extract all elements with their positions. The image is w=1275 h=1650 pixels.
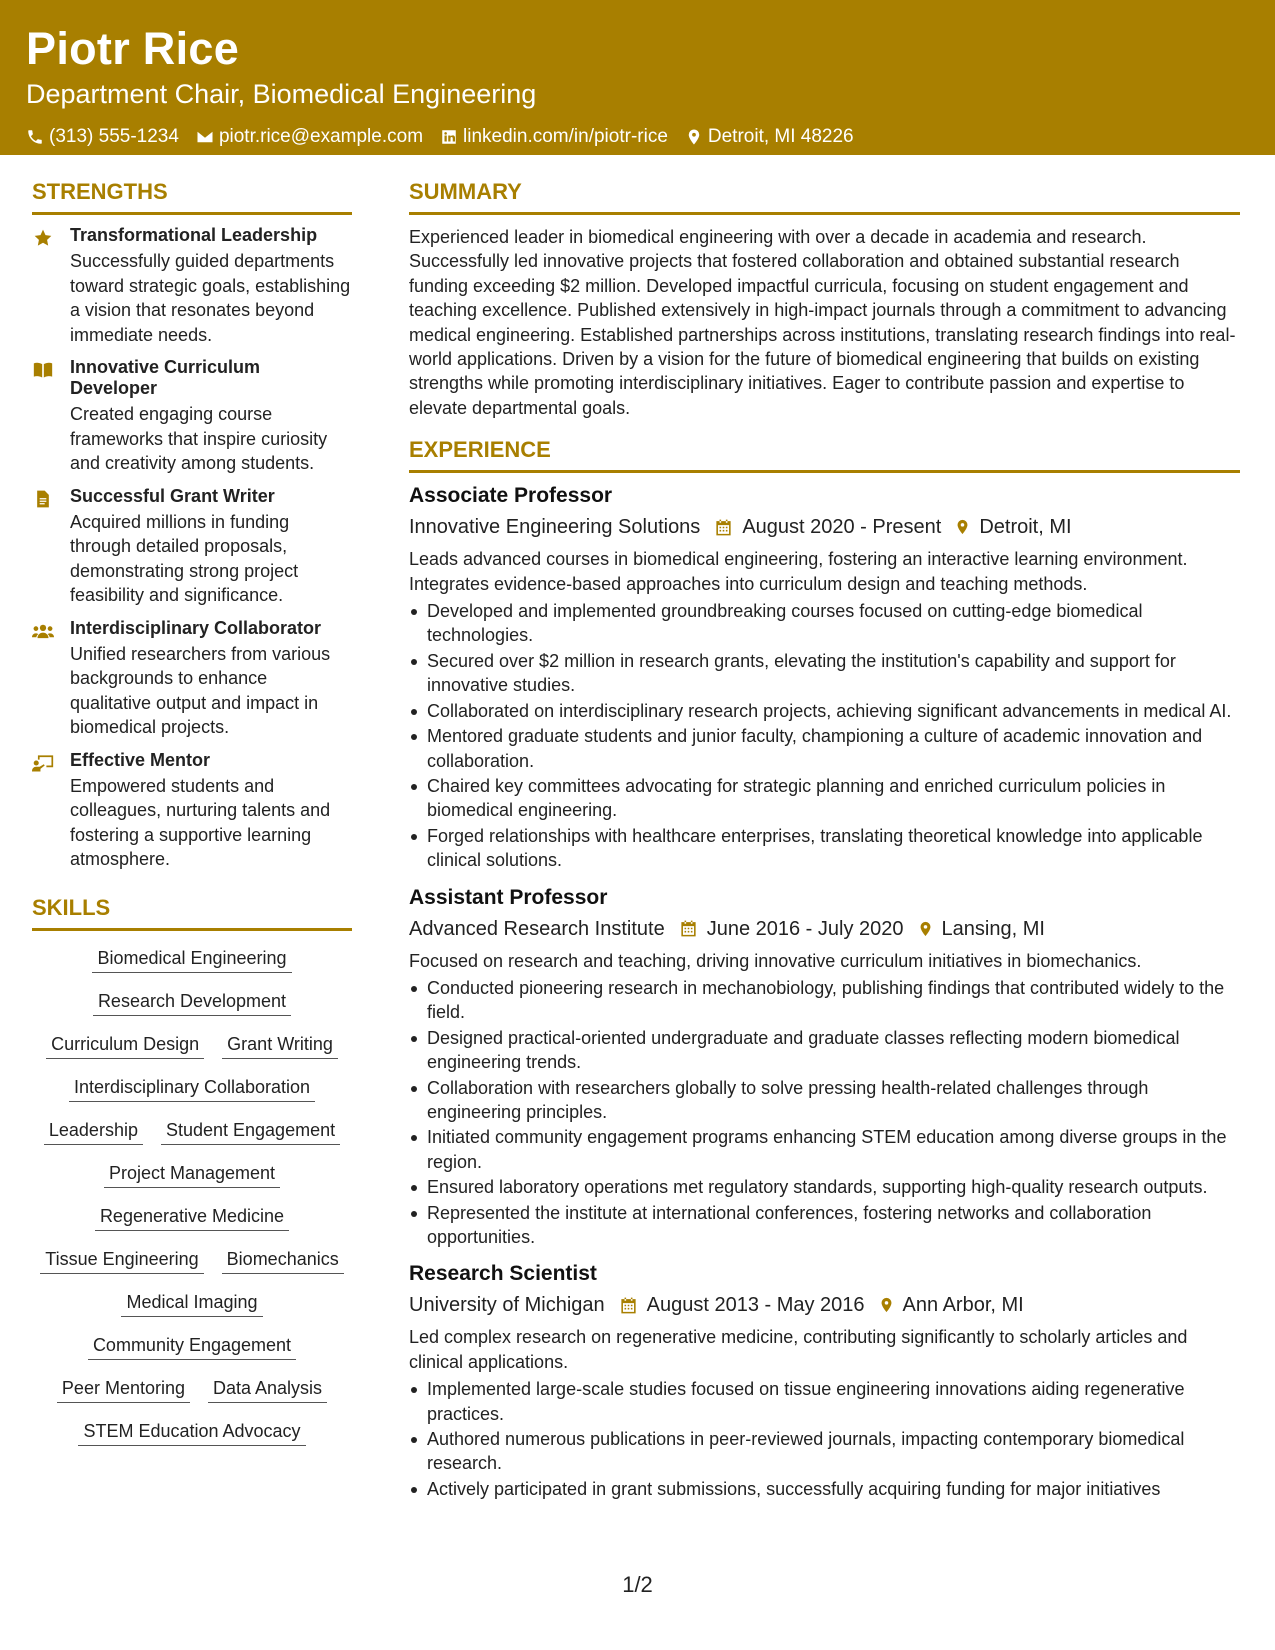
strengths-heading: STRENGTHS (32, 178, 352, 215)
strength-title: Transformational Leadership (70, 225, 318, 245)
list-item: Authored numerous publications in peer-reviewed journals, impacting contemporary biomedical research. (409, 1427, 1240, 1476)
job-meta (409, 916, 1240, 942)
list-item: Forged relationships with healthcare enterprises, translating theoretical knowledge into applicable clinical solutions. (409, 824, 1240, 873)
phone-text: (313) 555-1234 (49, 126, 179, 147)
skill-tag: Peer Mentoring (57, 1377, 190, 1403)
strength-desc: Unified researchers from various backgrounds to enhance qualitative output and impact in biomedical projects. (70, 643, 331, 737)
job-dates: August 2020 - Present (742, 516, 942, 539)
job-company: Advanced Research Institute (409, 917, 665, 940)
job-company: University of Michigan (409, 1294, 605, 1317)
list-item: Mentored graduate students and junior faculty, championing a culture of academic innovation and collaboration. (409, 724, 1240, 773)
strength-title: Successful Grant Writer (70, 485, 275, 506)
job-meta (409, 1292, 1240, 1318)
job-location: Lansing, MI (941, 917, 1045, 940)
candidate-name: Piotr Rice (26, 23, 240, 74)
strength-desc: Successfully guided departments toward strategic goals, establishing a vision that resonates beyond immediate needs. (70, 251, 351, 345)
linkedin-icon (440, 128, 458, 146)
map-pin-icon (954, 517, 971, 537)
envelope-icon (196, 128, 214, 146)
left-column (32, 178, 352, 1446)
calendar-icon (679, 919, 698, 938)
contact-location (685, 125, 854, 149)
skill-tag: Medical Imaging (121, 1291, 262, 1317)
experience-heading: EXPERIENCE (409, 436, 1240, 473)
strength-title: Effective Mentor (70, 749, 211, 770)
job-bullets (409, 599, 1240, 872)
job-entry (409, 483, 1240, 872)
job-description: Led complex research on regenerative medicine, contributing significantly to scholarly articles and clinical applications. (409, 1327, 1188, 1372)
summary-heading: SUMMARY (409, 178, 1240, 215)
job-title: Associate Professor (409, 484, 613, 508)
list-item: Chaired key committees advocating for strategic planning and enriched curriculum policies in biomedical engineering. (409, 774, 1240, 823)
strength-title: Interdisciplinary Collaborator (70, 617, 322, 638)
document-icon (32, 489, 54, 509)
list-item: Developed and implemented groundbreaking courses focused on cutting-edge biomedical technologies. (409, 599, 1240, 648)
location-text: Detroit, MI 48226 (707, 126, 854, 147)
job-dates: June 2016 - July 2020 (706, 917, 904, 940)
list-item: Actively participated in grant submissions, successfully acquiring funding for major initiatives (409, 1477, 1240, 1501)
skill-tag: Biomechanics (222, 1248, 344, 1274)
strength-item (32, 486, 352, 608)
map-pin-icon (685, 128, 703, 146)
skill-tag: Research Development (93, 990, 291, 1016)
strength-item (32, 357, 352, 476)
users-icon (32, 621, 54, 641)
header-banner (0, 0, 1275, 155)
teacher-icon (32, 753, 54, 773)
strength-item (32, 750, 352, 872)
skill-tag: Student Engagement (161, 1119, 340, 1145)
contact-phone[interactable] (26, 125, 179, 149)
strength-desc: Acquired millions in funding through detailed proposals, demonstrating strong project feasibility and significance. (70, 511, 299, 605)
skill-tag: Regenerative Medicine (95, 1205, 289, 1231)
strength-desc: Empowered students and colleagues, nurturing talents and fostering a supportive learning atmosphere. (70, 775, 331, 869)
right-column (409, 178, 1240, 1502)
job-meta (409, 514, 1240, 540)
book-icon (32, 360, 54, 380)
job-bullets (409, 1377, 1240, 1501)
list-item: Collaboration with researchers globally to solve pressing health-related challenges through engineering principles. (409, 1076, 1240, 1125)
skill-tag: Interdisciplinary Collaboration (69, 1076, 315, 1102)
job-entry (409, 1261, 1240, 1501)
list-item: Represented the institute at international conferences, fostering networks and collaboration opportunities. (409, 1201, 1240, 1250)
skill-tag: Tissue Engineering (40, 1248, 203, 1274)
map-pin-icon (917, 919, 934, 939)
skills-list (32, 947, 352, 1446)
list-item: Ensured laboratory operations met regulatory standards, supporting high-quality research outputs. (409, 1175, 1240, 1199)
list-item: Secured over $2 million in research grants, elevating the institution's capability and support for innovative studies. (409, 649, 1240, 698)
linkedin-text: linkedin.com/in/piotr-rice (463, 126, 668, 147)
map-pin-icon (878, 1295, 895, 1315)
job-description: Focused on research and teaching, driving innovative curriculum initiatives in biomechanics. (409, 950, 1142, 971)
skill-tag: Community Engagement (88, 1334, 296, 1360)
calendar-icon (619, 1296, 638, 1315)
skills-heading: SKILLS (32, 894, 352, 931)
list-item: Collaborated on interdisciplinary research projects, achieving significant advancements in medical AI. (409, 699, 1240, 723)
skill-tag: STEM Education Advocacy (78, 1420, 305, 1446)
strength-title: Innovative Curriculum Developer (70, 357, 261, 398)
contact-bar (26, 125, 1249, 149)
job-entry (409, 885, 1240, 1250)
email-text: piotr.rice@example.com (218, 126, 424, 147)
strength-item (32, 225, 352, 347)
job-title: Research Scientist (409, 1262, 597, 1286)
skill-tag: Curriculum Design (46, 1033, 204, 1059)
skill-tag: Biomedical Engineering (92, 947, 291, 973)
skill-tag: Leadership (44, 1119, 143, 1145)
skill-tag: Data Analysis (208, 1377, 327, 1403)
job-location: Ann Arbor, MI (902, 1294, 1024, 1317)
calendar-icon (714, 518, 733, 537)
phone-icon (26, 128, 44, 146)
job-company: Innovative Engineering Solutions (409, 516, 701, 539)
job-dates: August 2013 - May 2016 (646, 1294, 865, 1317)
strength-item (32, 618, 352, 740)
contact-linkedin[interactable] (440, 125, 668, 149)
candidate-title: Department Chair, Biomedical Engineering (26, 79, 537, 109)
contact-email[interactable] (196, 125, 423, 149)
skill-tag: Project Management (104, 1162, 280, 1188)
list-item: Designed practical-oriented undergraduate and graduate classes reflecting modern biomedical engineering trends. (409, 1026, 1240, 1075)
job-bullets (409, 976, 1240, 1249)
list-item: Initiated community engagement programs enhancing STEM education among diverse groups in the region. (409, 1125, 1240, 1174)
list-item: Implemented large-scale studies focused on tissue engineering innovations aiding regenerative practices. (409, 1377, 1240, 1426)
job-location: Detroit, MI (979, 516, 1072, 539)
star-icon (32, 228, 54, 248)
job-title: Assistant Professor (409, 885, 608, 909)
page-number: 1/2 (622, 1572, 653, 1597)
job-description: Leads advanced courses in biomedical engineering, fostering an interactive learning environment. Integrates evidence-based approaches into curriculum design and teaching methods. (409, 549, 1188, 594)
skill-tag: Grant Writing (222, 1033, 338, 1059)
strength-desc: Created engaging course frameworks that inspire curiosity and creativity among students. (70, 404, 328, 473)
list-item: Conducted pioneering research in mechanobiology, publishing findings that contributed widely to the field. (409, 976, 1240, 1025)
summary-text: Experienced leader in biomedical engineering with over a decade in academia and research. Successfully led innovative projects that fostered collaboration and obtained substantial research funding exceeding $2 million. Developed impactful curricula, focusing on student engagement and teaching excellence. Published extensively in high-impact journals through a commitment to advancing medical engineering. Established partnerships across institutions, translating research findings into real-world applications. Driven by a vision for the future of biomedical engineering that builds on existing strengths while promoting interdisciplinary initiatives. Eager to contribute passion and expertise to elevate departmental goals. (409, 227, 1236, 418)
